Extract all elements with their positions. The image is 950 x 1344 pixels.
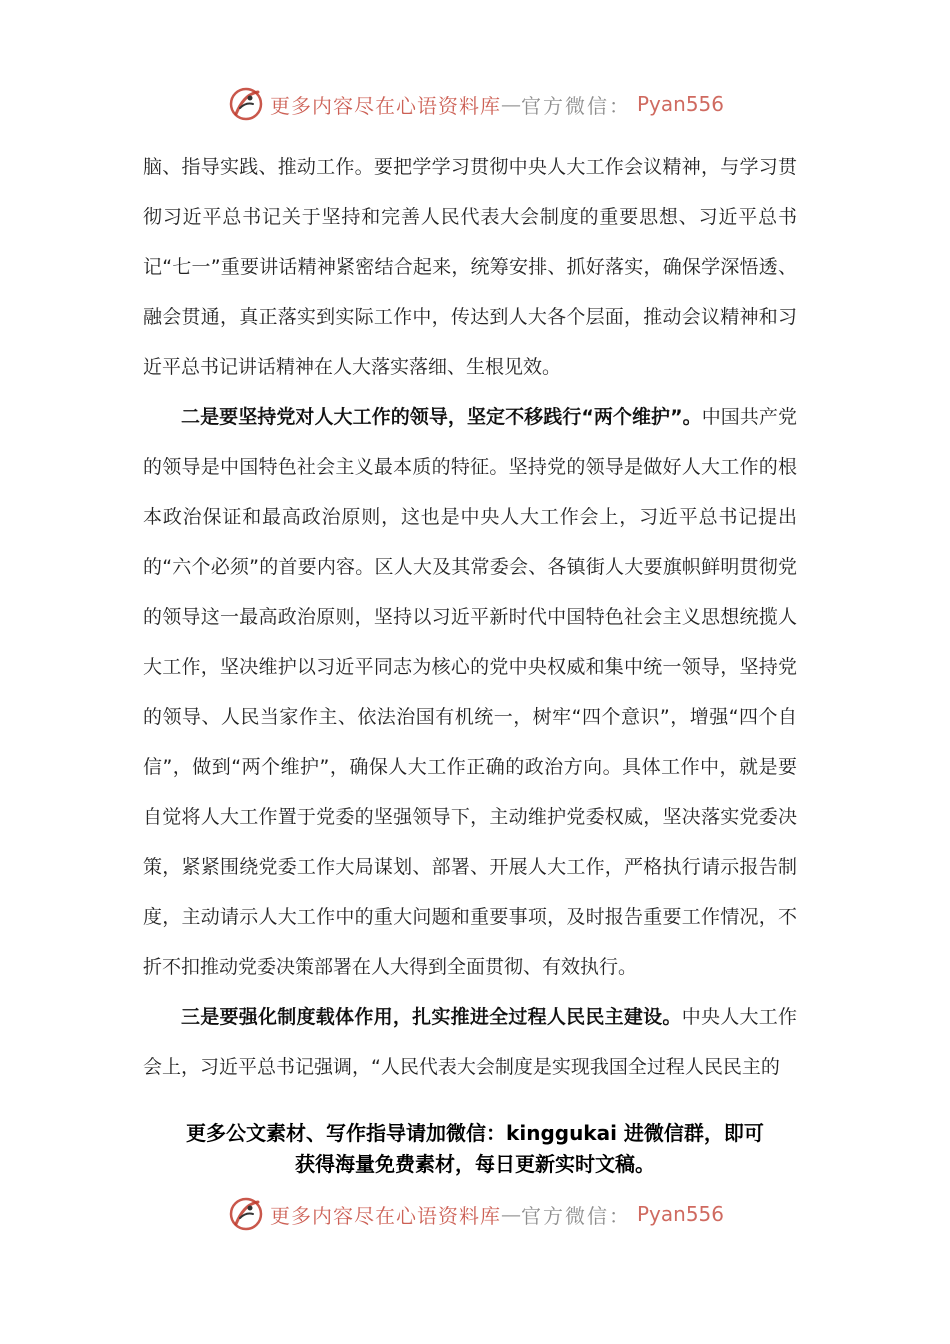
promo-notice	[140, 1118, 810, 1180]
paragraph-2-heading: 二是要坚持党对人大工作的领导，坚定不移践行“两个维护”。	[181, 406, 702, 428]
promo-line-1: 更多公文素材、写作指导请加微信：kinggukai 进微信群，即可	[186, 1121, 764, 1145]
wechat-id: Pyan556	[636, 1202, 724, 1226]
wechat-label: 官方微信：	[520, 93, 631, 118]
brand-text: 更多内容尽在心语资料库	[269, 93, 501, 118]
wechat-id: Pyan556	[636, 92, 724, 116]
document-body	[143, 142, 797, 1092]
brand-logo-icon	[226, 84, 266, 124]
banner-separator: —	[500, 1202, 521, 1226]
paragraph-2	[143, 392, 797, 992]
brand-text: 更多内容尽在心语资料库	[269, 1203, 501, 1228]
paragraph-1: 脑、指导实践、推动工作。要把学学习贯彻中央人大工作会议精神，与学习贯彻习近平总书记关于坚持和完善人民代表大会制度的重要思想、习近平总书记“七一”重要讲话精神紧密结合起来，统筹安排、抓好落实，确保学深悟透、融会贯通，真正落实到实际工作中，传达到人大各个层面，推动会议精神和习近平总书记讲话精神在人大落实落细、生根见效。	[143, 156, 797, 378]
banner-separator: —	[500, 92, 521, 116]
paragraph-3-heading: 三是要强化制度载体作用，扎实推进全过程人民民主建设。	[181, 1006, 682, 1028]
wechat-label: 官方微信：	[520, 1203, 631, 1228]
promo-line-2: 获得海量免费素材，每日更新实时文稿。	[295, 1152, 655, 1176]
footer-banner	[0, 1190, 950, 1238]
header-banner	[0, 80, 950, 128]
paragraph-3	[143, 992, 797, 1092]
paragraph-3-text: 中央人大工作会上，习近平总书记强调，“人民代表大会制度是实现我国全过程人民民主的	[143, 1006, 797, 1078]
brand-logo-icon	[226, 1194, 266, 1234]
paragraph-2-text: 中国共产党的领导是中国特色社会主义最本质的特征。坚持党的领导是做好人大工作的根本政治保证和最高政治原则，这也是中央人大工作会上，习近平总书记提出的“六个必须”的首要内容。区人大及其常委会、各镇街人大要旗帜鲜明贯彻党的领导这一最高政治原则，坚持以习近平新时代中国特色社会主义思想统揽人大工作，坚决维护以习近平同志为核心的党中央权威和集中统一领导，坚持党的领导、人民当家作主、依法治国有机统一，树牢“四个意识”，增强“四个自信”，做到“两个维护”，确保人大工作正确的政治方向。具体工作中，就是要自觉将人大工作置于党委的坚强领导下，主动维护党委权威，坚决落实党委决策，紧紧围绕党委工作大局谋划、部署、开展人大工作，严格执行请示报告制度，主动请示人大工作中的重大问题和重要事项，及时报告重要工作情况，不折不扣推动党委决策部署在人大得到全面贯彻、有效执行。	[143, 406, 797, 978]
